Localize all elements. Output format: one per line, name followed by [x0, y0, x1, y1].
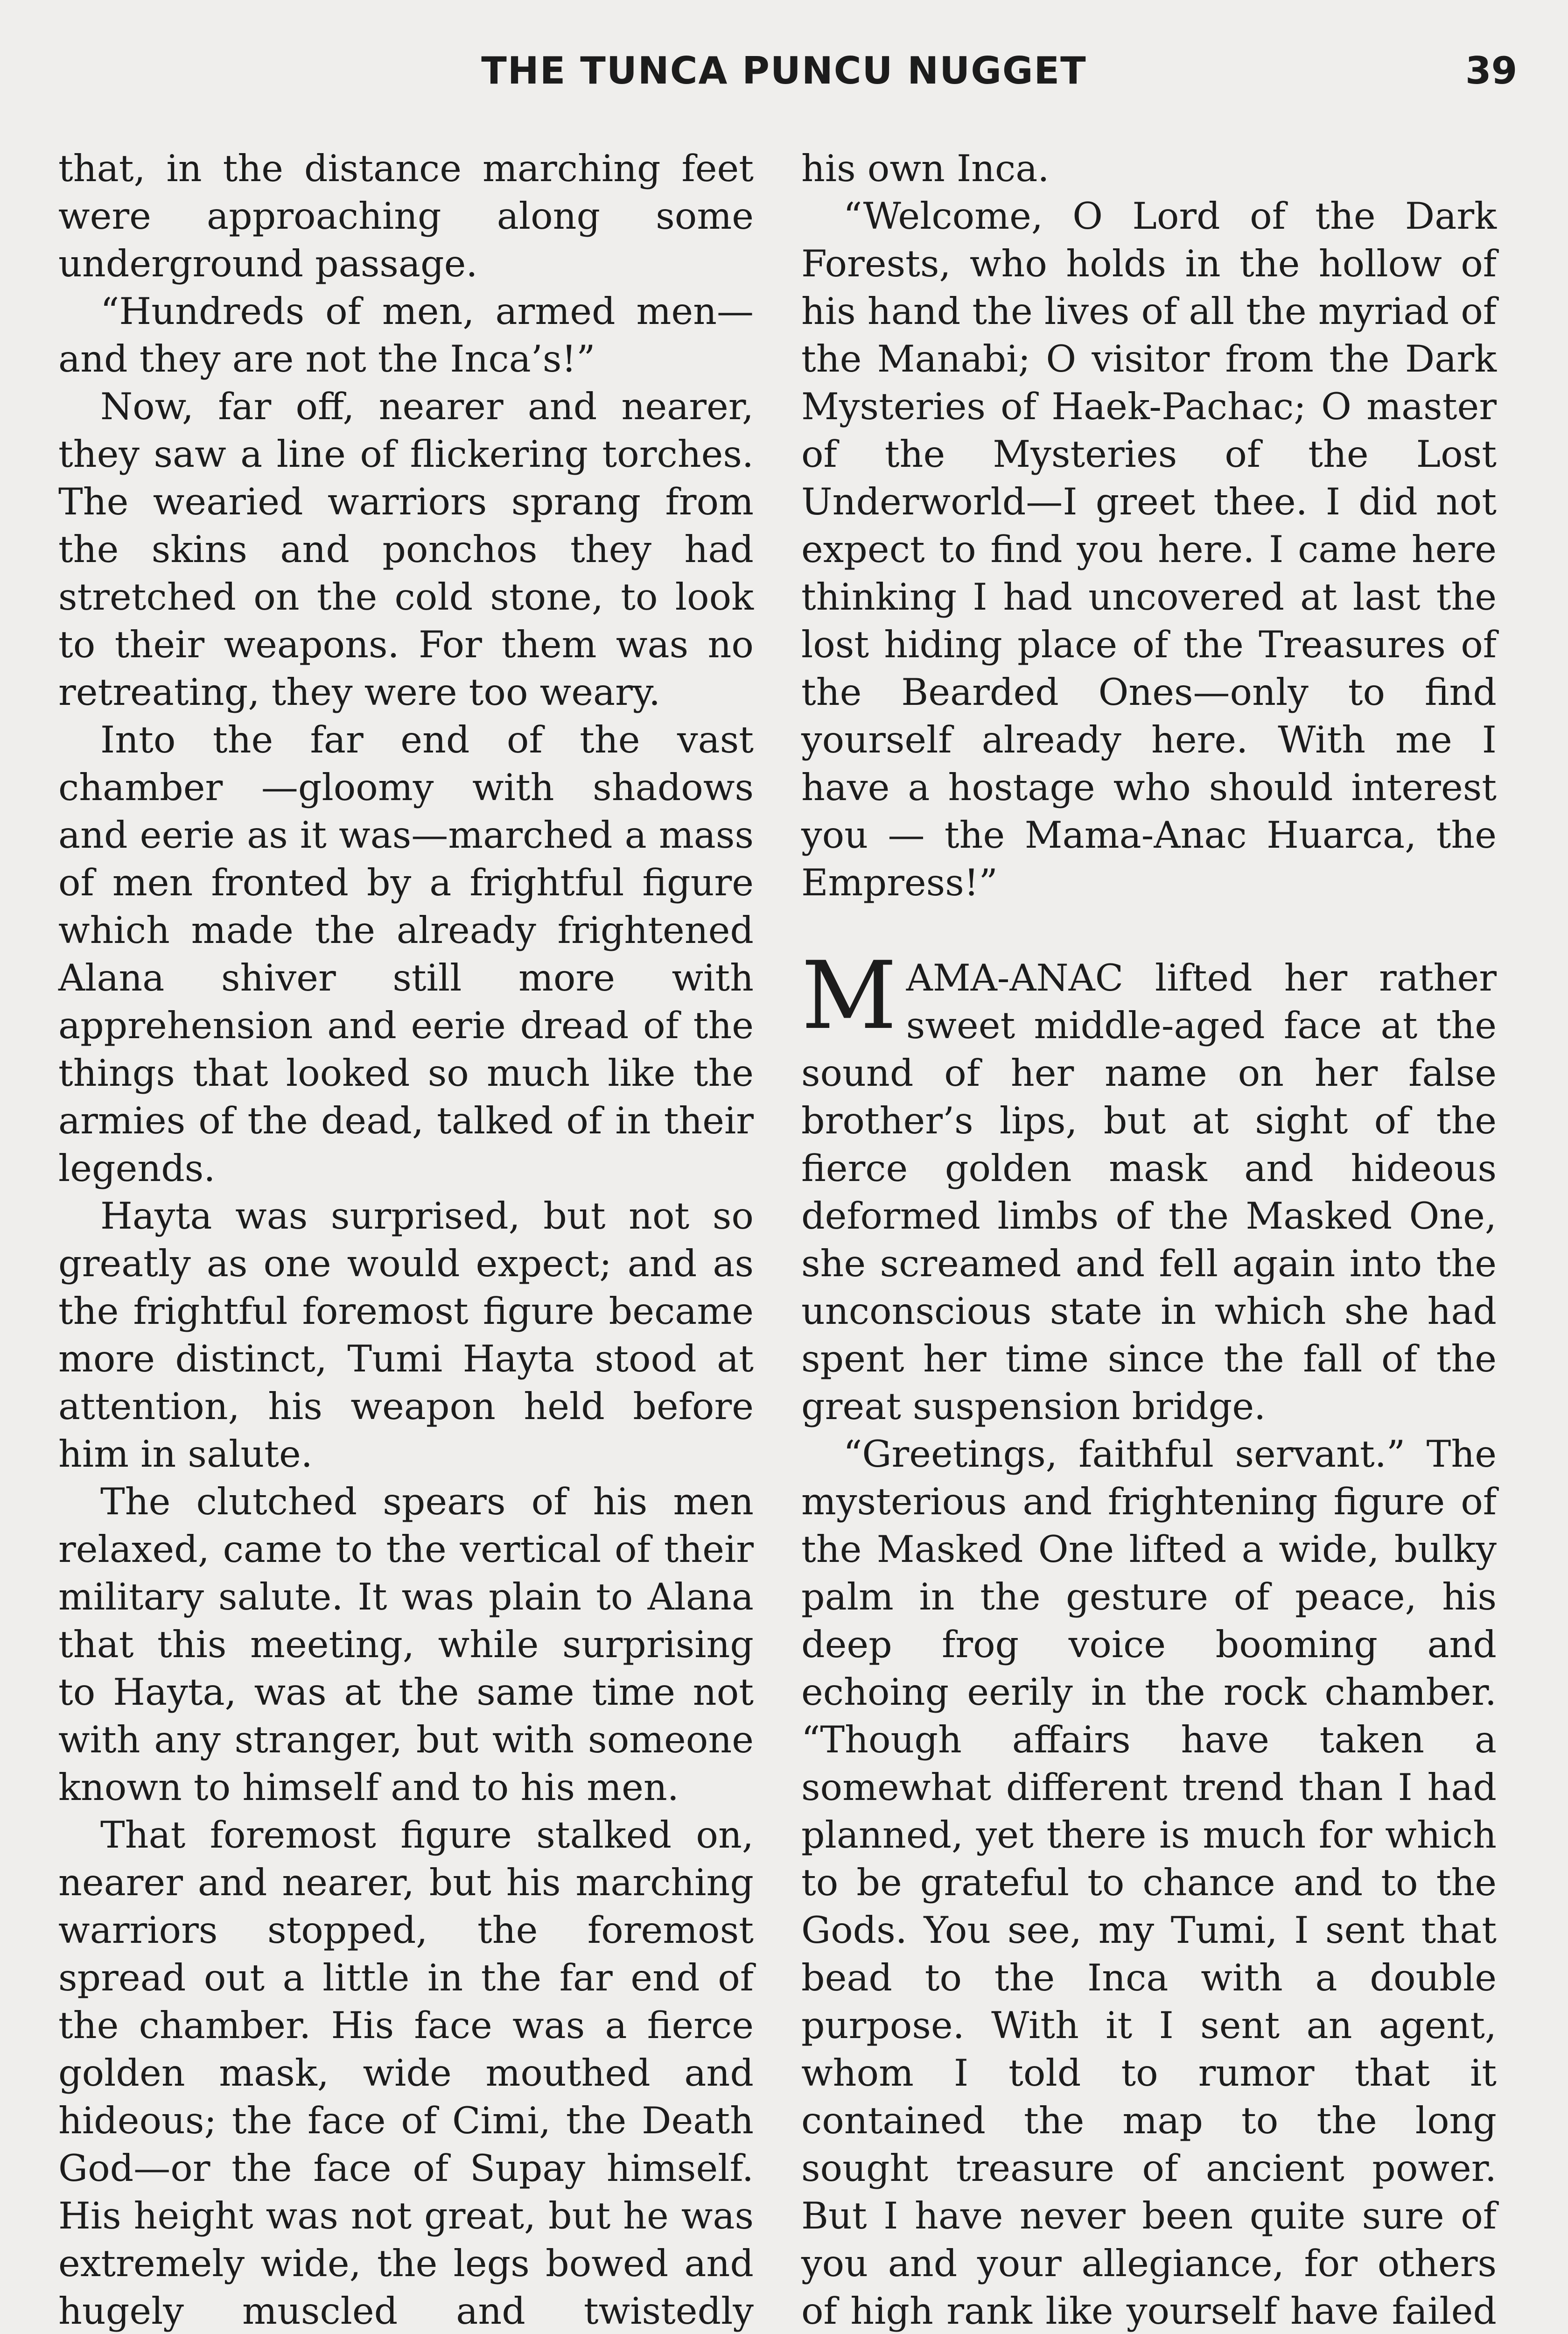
paragraph: “Welcome, O Lord of the Dark Forests, who holds in the hollow of his hand the lives of all the myriad of the Manabi; O visitor from the Dark Mysteries of Haek-Pachac; O master of the Mysteries of the Lost Underworld—I greet thee. I did not expect to find you here. I came here thinking I had uncovered at last the lost hiding place of the Treasures of the Bearded Ones—only to find yourself already here. With me I have a hostage who should interest you — the Mama-Anac Huarca, the Empress!”	[801, 195, 1497, 904]
page-number: 39	[1465, 49, 1518, 92]
paragraph: Into the far end of the vast chamber —gloomy with shadows and eerie as it was—marched a mass of men fronted by a frightful figure which made the already frightened Alana shiver still more with apprehension and eerie dread of the things that looked so much like the armies of the dead, talked of in their legends.	[58, 718, 754, 1190]
paragraph: “Hundreds of men, armed men—and they are not the Inca’s!”	[58, 290, 754, 380]
running-title: THE TUNCA PUNCU NUGGET	[481, 49, 1087, 92]
paragraph: “Greetings, faithful servant.” The mysterious and frightening figure of the Masked One lifted a wide, bulky palm in the gesture of peace, his deep frog voice booming and echoing eerily in the rock chamber. “Though affairs have taken a somewhat different trend than I had planned, yet there is much for which to be grateful to chance and to the Gods. You see, my Tumi, I sent that bead to the Inca with a double purpose. With it I sent an agent, whom I told to rumor that it contained the map to the long sought treasure of ancient power. But I have never been quite sure of you and your allegiance, for others of high rank like yourself have failed	[801, 1433, 1497, 2333]
section-opening-paragraph	[801, 942, 1497, 1430]
paragraph-text: AMA-ANAC lifted her rather sweet middle-aged face at the sound of her name on her false brother’s lips, but at sight of the fierce golden mask and hideous deformed limbs of the Masked One, she screamed and fell again into the unconscious state in which she had spent her time since the fall of the great suspension bridge.	[801, 956, 1497, 1428]
paragraph: Now, far off, nearer and nearer, they saw a line of flickering torches. The wearied warriors sprang from the skins and ponchos they had stretched on the cold stone, to look to their weapons. For them was no retreating, they were too weary.	[58, 385, 754, 714]
page-header	[0, 49, 1568, 100]
paragraph: The clutched spears of his men relaxed, came to the vertical of their military salute. It was plain to Alana that this meeting, while surprising to Hayta, was at the same time not with any stranger, but with someone known to himself and to his men.	[58, 1480, 754, 1809]
left-column	[58, 145, 754, 2334]
paragraph: his own Inca.	[801, 147, 1050, 190]
paragraph: that, in the distance marching feet were approaching along some underground passage.	[58, 147, 754, 285]
paragraph: That foremost figure stalked on, nearer and nearer, but his marching warriors stopped, the foremost spread out a little in the far end of the chamber. His face was a fierce golden mask, wide mouthed and hideous; the face of Cimi, the Death God—or the face of Supay himself. His height was not great, but he was extremely wide, the legs bowed and hugely muscled and twistedly	[58, 1814, 754, 2333]
paragraph: Hayta was surprised, but not so greatly as one would expect; and as the frightful foremost figure became more distinct, Tumi Hayta stood at attention, his weapon held before him in salute.	[58, 1195, 754, 1476]
drop-cap: M	[801, 942, 897, 1050]
right-column	[801, 145, 1497, 2334]
